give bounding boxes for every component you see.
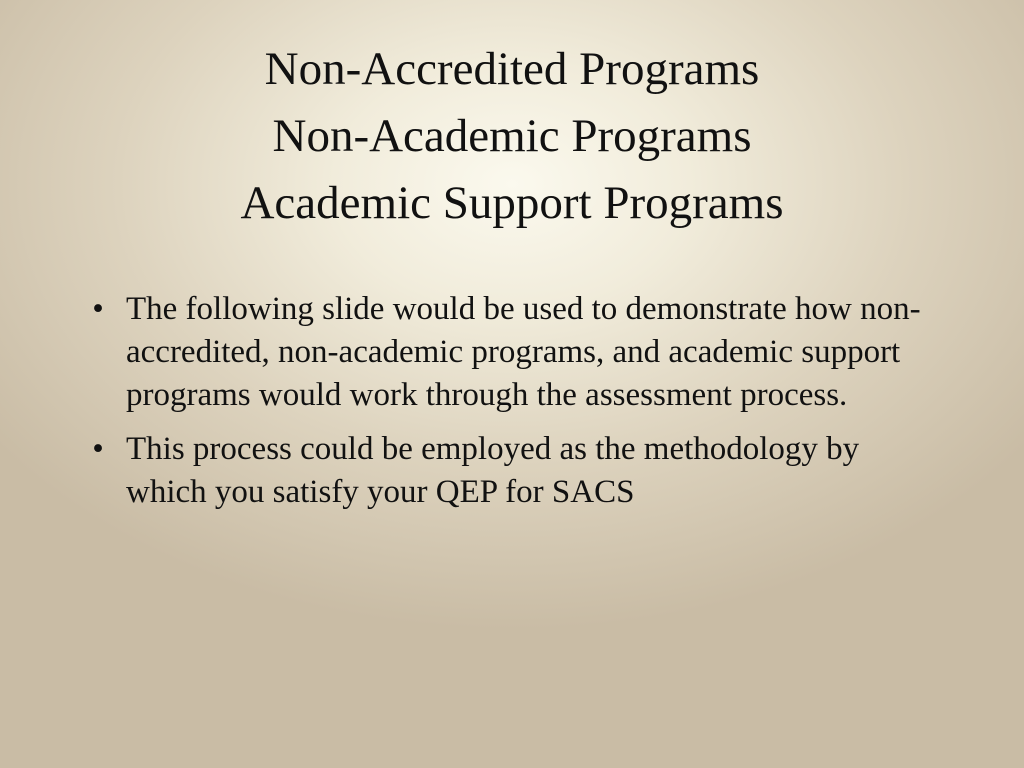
slide-title [0, 36, 1024, 237]
title-line-1: Non-Accredited Programs [264, 43, 760, 95]
bullet-text: The following slide would be used to demonstrate how non-accredited, non-academic programs, and academic support programs would work through the assessment process. [126, 291, 921, 413]
bullet-marker: • [92, 431, 104, 467]
bullet-item [80, 288, 940, 417]
title-line-3: Academic Support Programs [240, 177, 784, 229]
bullet-text: This process could be employed as the methodology by which you satisfy your QEP for SACS [126, 431, 860, 510]
bullet-item [80, 428, 940, 514]
bullet-marker: • [92, 291, 104, 327]
bullet-list [80, 288, 940, 525]
title-line-2: Non-Academic Programs [272, 110, 752, 162]
